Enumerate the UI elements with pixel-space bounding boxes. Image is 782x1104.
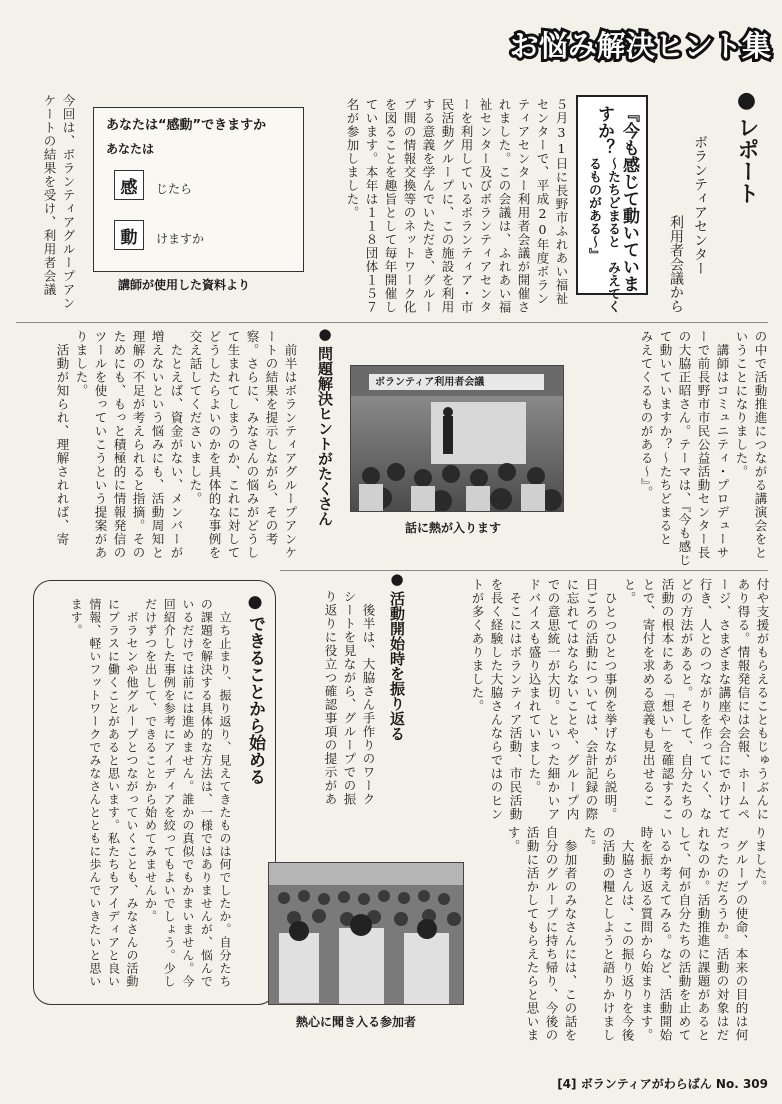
report-org: ボランティアセンター (692, 135, 708, 275)
headline: 『今も感じて動いていますか？ (594, 105, 639, 292)
body-column-1: ５月31日に長野市ふれあい福祉センターで、平成20年度ボランティアセンター利用者会議が開催されました。この会議は、ふれあい福祉センター及びボランティアセンターを利用しているボランティア・市民活動グループに、この施設を利用する意義を学んでいただき、グループ間の情報交換等のネットワーク化を図ることを趣旨として毎年開催しています。本年は１１８団体１５７名が参加しました。 (345, 98, 569, 314)
publication-name: ボランティアがわらばん No. 309 (580, 1077, 768, 1091)
body-column-7: りました。 グループの使命、本来の目的は何だったのだろうか。活動の対象はだれなのか。活動推進に課題があるとして、何が自分たちの活動を止めているか考えてみる。など、活動開始時を振り返る質問から始まります。 大脇さんは、この振り返りを今後の活動の糧としようと語りかけました。 参加者のみなさんには、この話を自分のグループに持ち帰り、今後の活動に活かしてもらえたらと思います。 (506, 826, 768, 1042)
quiz-box (93, 107, 304, 272)
quiz-caption: 講師が使用した資料より (118, 278, 251, 292)
photo-participants (268, 862, 464, 1005)
body-column-8: 立ち止まり、振り返り、見えてきたものは何でしたか。自分たちの課題を解決する具体的な方法は、一様ではありませんが、悩んでいるだけでは前には進めません。誰かの真似でもかまいません。今回紹介した事例を参考にアイディアを絞ってもよいでしょう。少しだけずつを出して、できることから始めてみませんか。 ボラセンや他グループとつながっていくことも、みなさんの活動にプラスに働くことがあると思います。私たちもアイディアと良い情報、軽いフットワークでみなさんとともに歩んでいきたいと思います。 (69, 598, 232, 988)
quiz-title: あなたは“感動”できますか (106, 118, 267, 133)
photo-meeting-caption: 話に熱が入ります (405, 521, 502, 535)
body-column-2: 今回は、ボランティアグループアンケートの結果を受け、利用者会議 (42, 94, 76, 310)
photo-participants-image (269, 863, 464, 1005)
body-column-4: 前半はボランティアグループアンケートの結果を提示しながら、その考察。さらに、みなさんの悩みがどうして生まれてしまうのか、これに対してどうしたらよいのかを具体的な事例を交え話してくださいました。 たとえば、資金がない、メンバーが増えないという悩みにも、活動周知と理解の不足が考えられると指摘。そのためにも、もっと積極的に情報発信のツールを使っていこうという提案がありました。 活動が知られ、理解されれば、寄 (55, 330, 298, 560)
heading-start-small: ● できることから始める (238, 592, 268, 832)
page-title-char: お (509, 28, 538, 63)
photo-meeting-banner-text: ボランティア利用者会議 (375, 377, 485, 388)
body-column-5: 付や支援がもらえることもじゅうぶんにあり得る。情報発信には会報、ホームページ、さまざまな講座や会合にでかけて行き、人とのつながりを作っていく、などの方法があると。そして、自分たちの活動の根本にある「想い」を確認することで、寄付を求める意義も見出せること。 ひとつひとつ事例を挙げながら説明。日ごろの活動については、会計記録の際に忘れてはならないことや、グループ内での意思統一が大切。といった細かいアドバイスも盛り込まれていました。 そこにはボランティア活動、市民活動を長く経験した大脇さんならではのヒントが多くありました。 (470, 578, 770, 821)
page-number: [4] (557, 1077, 577, 1091)
divider-middle (280, 570, 768, 571)
divider-top (16, 322, 768, 323)
page-title-char: 悩 (538, 28, 567, 63)
quiz-kanji-1: 感 (114, 170, 144, 200)
page-title-char: ヒ (654, 28, 683, 63)
quiz-suffix-2: けますか (156, 232, 205, 246)
report-label: ● レポート (734, 88, 759, 204)
photo-participants-caption: 熱心に聞き入る参加者 (296, 1015, 417, 1029)
quiz-line: あなたは (106, 142, 155, 156)
body-column-3: の中で活動推進につながる講演会をということになりました。 講師はコミュニティ・プロデューサーで前長野市市民公益活動センター長の大脇正昭さん。テーマは、『今も感じて動いていますか？～たちどまると みえてくるものがある～』。 (639, 330, 768, 567)
report-meeting: 利用者会議から (668, 215, 684, 313)
quiz-kanji-2: 動 (114, 220, 144, 250)
heading-look-back: ● 活動開始時を振り返る (382, 570, 408, 790)
body-column-6: 後半は、大脇さん手作りのワークシートを見ながら、グループでの振り返りに役立つ確認事項の提示があ (323, 590, 376, 806)
page-footer (557, 1075, 768, 1092)
page-title-char: 集 (741, 28, 770, 63)
heading-problem-solving: ● 問題解決ヒントがたくさん (306, 325, 336, 575)
headline-box (576, 95, 648, 313)
page-title-char: 決 (625, 28, 654, 63)
page-title-char: み (567, 28, 596, 63)
quiz-suffix-1: じたら (156, 182, 193, 196)
page-title-char: ト (712, 28, 741, 63)
page-title-char: 解 (596, 28, 625, 63)
page-title-char: ン (683, 28, 712, 63)
page-title (510, 26, 770, 62)
subheadline: ～たちどまると みえてくるものがある～』 (586, 157, 620, 313)
